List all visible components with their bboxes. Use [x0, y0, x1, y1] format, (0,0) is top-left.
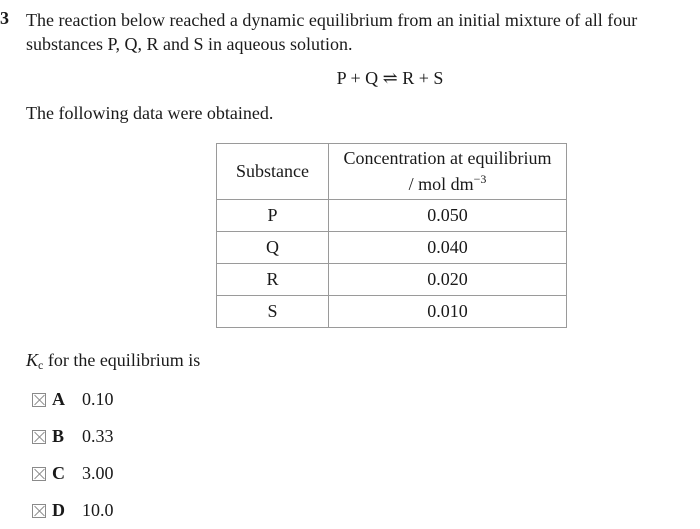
cell-substance: R: [217, 264, 329, 296]
reaction-equation: [0, 68, 700, 89]
cell-substance: P: [217, 200, 329, 232]
header-concentration-unit: / mol dm: [408, 174, 474, 194]
data-intro: The following data were obtained.: [26, 103, 274, 123]
cell-concentration: 0.010: [329, 296, 567, 328]
concentration-table: [216, 143, 567, 328]
header-substance: Substance: [217, 144, 329, 200]
header-concentration-title: Concentration at equilibrium: [343, 148, 552, 168]
header-concentration: [329, 144, 567, 200]
table-row: [217, 296, 567, 328]
option-b[interactable]: [32, 425, 114, 447]
table-header-row: [217, 144, 567, 200]
equilibrium-arrow-icon: ⇌: [382, 68, 398, 88]
checkbox-icon[interactable]: [32, 504, 46, 518]
option-value: 0.10: [82, 388, 114, 409]
table-row: [217, 200, 567, 232]
checkbox-icon[interactable]: [32, 430, 46, 444]
cell-substance: Q: [217, 232, 329, 264]
cell-substance: S: [217, 296, 329, 328]
equation-products: R + S: [402, 68, 444, 88]
table-row: [217, 232, 567, 264]
option-a[interactable]: [32, 388, 114, 410]
question-number: 3: [0, 8, 9, 28]
option-value: 0.33: [82, 425, 114, 446]
option-value: 3.00: [82, 462, 114, 483]
equation-reactants: P + Q: [336, 68, 379, 88]
option-letter: B: [52, 425, 65, 446]
option-letter: C: [52, 462, 65, 483]
option-letter: A: [52, 388, 65, 409]
option-letter: D: [52, 499, 65, 520]
cell-concentration: 0.020: [329, 264, 567, 296]
kc-subscript: c: [38, 358, 44, 372]
kc-symbol: K: [26, 350, 39, 370]
kc-prompt: [26, 350, 200, 373]
header-unit-exponent: −3: [473, 172, 487, 186]
question-stem: The reaction below reached a dynamic equilibrium from an initial mixture of all four substances P, Q, R and S in aqueous solution.: [26, 10, 638, 54]
checkbox-icon[interactable]: [32, 467, 46, 481]
kc-text: for the equilibrium is: [43, 350, 201, 370]
cell-concentration: 0.050: [329, 200, 567, 232]
option-c[interactable]: [32, 462, 114, 484]
checkbox-icon[interactable]: [32, 393, 46, 407]
table-row: [217, 264, 567, 296]
option-d[interactable]: [32, 499, 114, 521]
option-value: 10.0: [82, 499, 114, 520]
cell-concentration: 0.040: [329, 232, 567, 264]
